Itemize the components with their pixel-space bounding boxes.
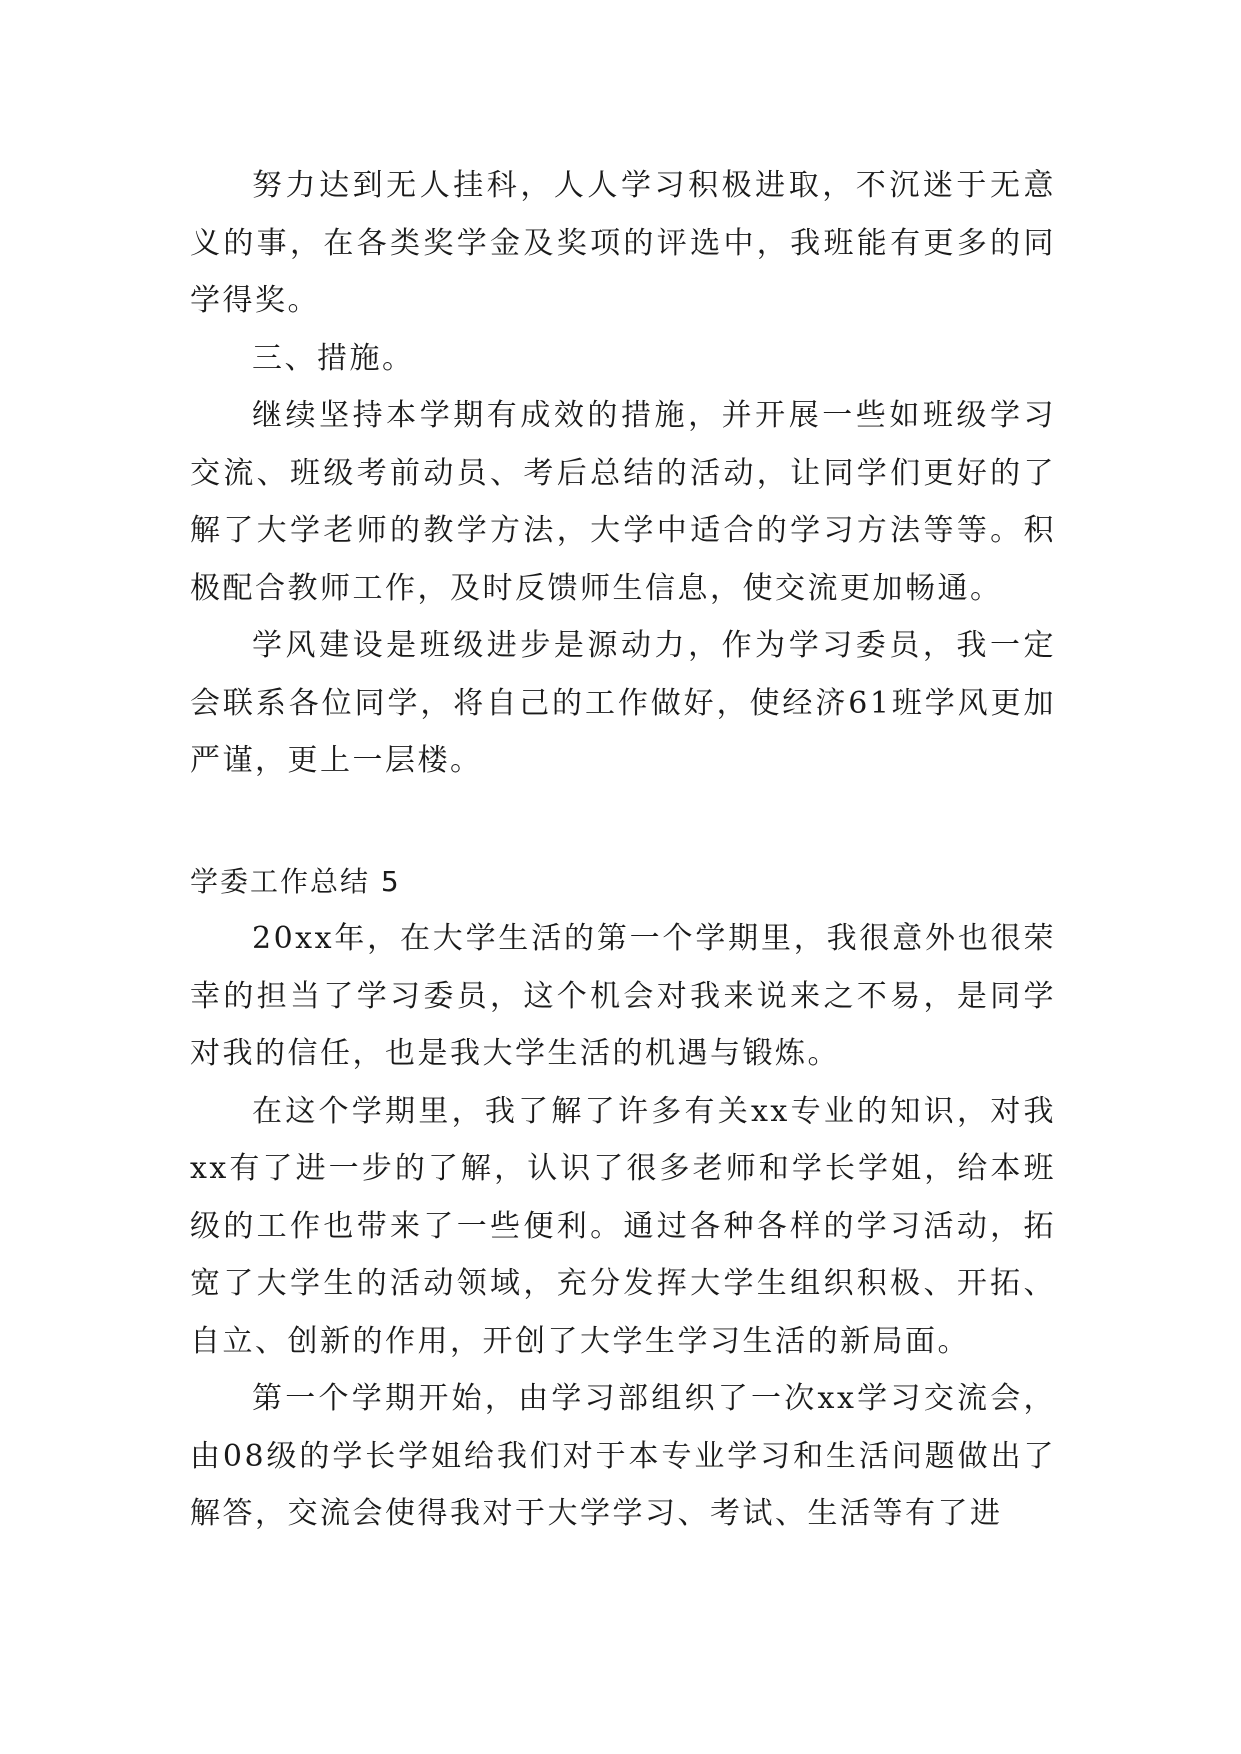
section-title: 学委工作总结 5: [190, 864, 401, 898]
paragraph-exchange-meeting: 第一个学期开始，由学习部组织了一次xx学习交流会，由08级的学长学姐给我们对于本专业学习和生活问题做出了解答，交流会使得我对于大学学习、考试、生活等有了进: [190, 1381, 1056, 1531]
paragraph-semester: 在这个学期里，我了解了许多有关xx专业的知识，对我xx有了进一步的了解，认识了很多老师和学长学姐，给本班级的工作也带来了一些便利。通过各种各样的学习活动，拓宽了大学生的活动领域，充分发挥大学生组织积极、开拓、自立、创新的作用，开创了大学生学习生活的新局面。: [190, 1093, 1056, 1359]
paragraph-measures-heading: 三、措施。: [252, 340, 415, 376]
paragraph-measures: 继续坚持本学期有成效的措施，并开展一些如班级学习交流、班级考前动员、考后总结的活动，让同学们更好的了解了大学老师的教学方法，大学中适合的学习方法等等。积极配合教师工作，及时反馈师生信息，使交流更加畅通。: [190, 398, 1056, 606]
paragraph-conclusion: 学风建设是班级进步是源动力，作为学习委员，我一定会联系各位同学，将自己的工作做好，使经济61班学风更加严谨，更上一层楼。: [190, 628, 1056, 778]
paragraph-goal: 努力达到无人挂科，人人学习积极进取，不沉迷于无意义的事，在各类奖学金及奖项的评选中，我班能有更多的同学得奖。: [190, 168, 1056, 318]
paragraph-intro: 20xx年，在大学生活的第一个学期里，我很意外也很荣幸的担当了学习委员，这个机会对我来说来之不易，是同学对我的信任，也是我大学生活的机遇与锻炼。: [190, 921, 1056, 1071]
document-body: [190, 157, 1056, 1543]
